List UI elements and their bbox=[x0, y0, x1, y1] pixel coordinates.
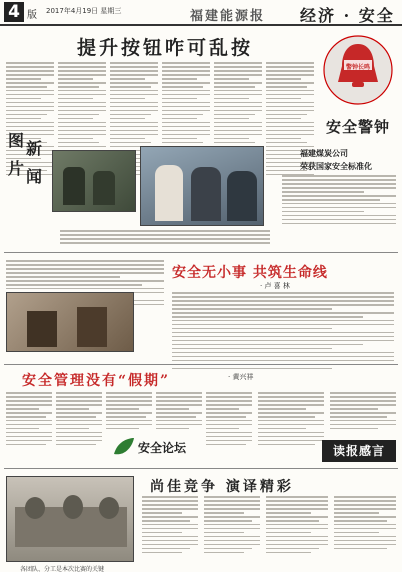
award-line1: 福建煤炭公司 bbox=[300, 148, 348, 158]
bottom-body-b bbox=[204, 496, 260, 556]
award-headline bbox=[300, 148, 396, 172]
page-number-badge bbox=[4, 2, 24, 22]
sec2-byline: · 卢 喜 林 bbox=[260, 282, 290, 290]
reading-impressions-banner bbox=[322, 440, 396, 462]
sec3-headline: 安全管理没有“假期” bbox=[22, 373, 171, 389]
photo-caption-2 bbox=[160, 230, 270, 246]
page-suffix: 版 bbox=[27, 10, 37, 21]
sec3-col-a bbox=[6, 392, 52, 448]
alarm-bell-icon bbox=[320, 32, 396, 112]
sec3-col-c bbox=[106, 392, 152, 432]
sec3-col-d bbox=[156, 392, 202, 432]
main-headline: 提升按钮咋可乱按 bbox=[76, 37, 253, 59]
photo-3 bbox=[6, 292, 134, 352]
banner-text: 读报感言 bbox=[332, 444, 385, 458]
page-number: 4 bbox=[8, 2, 20, 22]
date-line: 2017年4月19日 星期三 bbox=[46, 7, 122, 15]
bottom-body-d bbox=[334, 496, 396, 552]
forum-logo-text: 安全论坛 bbox=[138, 441, 187, 455]
photo-caption-1 bbox=[60, 230, 160, 246]
bottom-body-c bbox=[266, 496, 328, 556]
bottom-photo-caption: 各团队、分工是本次比赛的关键 bbox=[20, 566, 105, 572]
sec2-headline: 安全无小事 共筑生命线 bbox=[172, 265, 328, 281]
safety-alarm-box bbox=[320, 32, 396, 142]
news-photo-2 bbox=[140, 146, 264, 226]
section-title: 经济 · 安全 bbox=[300, 6, 395, 25]
heading-char-2: 新 bbox=[26, 139, 43, 158]
bottom-body-a bbox=[142, 496, 198, 556]
sec2-col-b bbox=[172, 292, 394, 372]
alarm-title: 安全警钟 bbox=[325, 118, 390, 136]
award-line2: 荣获国家安全标准化 bbox=[300, 161, 372, 171]
forum-logo bbox=[112, 436, 200, 458]
masthead bbox=[0, 0, 402, 26]
sec3-col-e bbox=[206, 392, 252, 448]
heading-char-4: 闻 bbox=[26, 167, 43, 186]
heading-char-3: 片 bbox=[8, 159, 25, 178]
bottom-photo bbox=[6, 476, 134, 562]
award-body bbox=[282, 175, 396, 227]
alarm-badge-text: 警钟长鸣 bbox=[346, 64, 371, 71]
bottom-headline: 尚佳竞争 演译精彩 bbox=[150, 479, 294, 495]
sec3-right-col-b bbox=[330, 392, 396, 432]
forum-leaf-icon bbox=[112, 436, 136, 458]
sec3-right-col-a bbox=[258, 392, 324, 448]
news-photo-heading bbox=[6, 128, 46, 224]
sec3-col-b bbox=[56, 392, 102, 448]
news-photo-1 bbox=[52, 150, 136, 212]
sec3-byline: · 黄兴祥 bbox=[228, 373, 254, 381]
heading-char-1: 图 bbox=[8, 131, 25, 150]
paper-name: 福建能源报 bbox=[190, 9, 266, 24]
